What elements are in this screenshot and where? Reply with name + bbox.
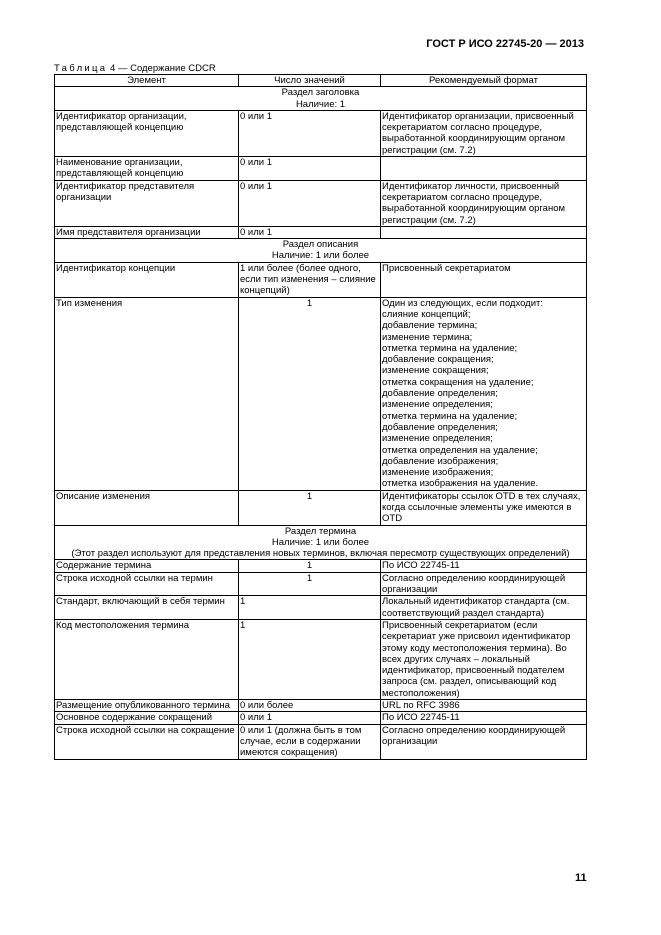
section-title: Раздел термина: [284, 525, 357, 537]
cell-format: [381, 157, 587, 181]
section-note: (Этот раздел используют для представления новых терминов, включая пересмотр существующих определений): [71, 548, 570, 560]
table-row: [55, 596, 587, 620]
section-title-cell: [55, 525, 587, 560]
cell-format: Идентификатор организации, присвоенный секретариатом согласно процедуре, выработанной координирующим органом регистрации (см. 7.2): [381, 110, 587, 156]
cell-element: Описание изменения: [55, 490, 239, 525]
cell-count: 0 или 1: [239, 226, 381, 238]
cell-format: Идентификатор личности, присвоенный секретариатом согласно процедуре, выработанной координирующим органом регистрации (см. 7.2): [381, 180, 587, 226]
column-header-format: Рекомендуемый формат: [381, 75, 587, 87]
cell-format: Идентификаторы ссылок OTD в тех случаях, когда ссылочные элементы уже имеются в OTD: [381, 490, 587, 525]
cell-format: Присвоенный секретариатом (если секретариат уже присвоил идентификатор этому коду местоположения термина). Во всех других случаях – локальный идентификатор, присвоенный подателем запроса (см. раздел, описывающий код местоположения): [381, 619, 587, 699]
cell-count: 0 или 1: [239, 157, 381, 181]
section-presence: Наличие: 1 или более: [271, 536, 370, 548]
section-title: Раздел заголовка: [281, 87, 360, 99]
table-row: [55, 226, 587, 238]
cell-count: 0 или 1: [239, 712, 381, 724]
cell-count: 0 или более: [239, 700, 381, 712]
table-row: [55, 619, 587, 699]
table-row: [55, 110, 587, 156]
column-header-element: Элемент: [55, 75, 239, 87]
cell-element: Содержание термина: [55, 560, 239, 572]
caption-label: Таблица: [54, 63, 108, 74]
table-row: [55, 262, 587, 297]
document-standard-header: ГОСТ Р ИСО 22745-20 — 2013: [426, 38, 584, 50]
column-header-count: Число значений: [239, 75, 381, 87]
table-row: [55, 724, 587, 759]
cell-count: 1: [239, 560, 381, 572]
table-row: [55, 490, 587, 525]
section-title-cell: [55, 239, 587, 263]
table-caption: [54, 63, 216, 74]
table-row: [55, 180, 587, 226]
caption-title: — Содержание CDCR: [117, 63, 216, 74]
cell-element: Код местоположения термина: [55, 619, 239, 699]
cell-element: Тип изменения: [55, 297, 239, 490]
cell-count: 1: [239, 297, 381, 490]
cell-format: Локальный идентификатор стандарта (см. соответствующий раздел стандарта): [381, 596, 587, 620]
section-presence: Наличие: 1: [295, 98, 346, 110]
cell-format: [381, 226, 587, 238]
cell-format: По ИСО 22745-11: [381, 560, 587, 572]
cell-count: 0 или 1: [239, 180, 381, 226]
cell-element: Строка исходной ссылки на термин: [55, 572, 239, 596]
section-title-row: [55, 525, 587, 560]
caption-number: 4: [110, 63, 116, 74]
cell-count: 1: [239, 596, 381, 620]
cell-format: Присвоенный секретариатом: [381, 262, 587, 297]
section-presence: Наличие: 1 или более: [271, 250, 370, 262]
section-title-row: [55, 239, 587, 263]
section-term-part: [55, 525, 587, 759]
section-title-cell: [55, 87, 587, 111]
page-number: 11: [575, 872, 587, 884]
cell-element: Строка исходной ссылки на сокращение: [55, 724, 239, 759]
table-row: [55, 297, 587, 490]
cell-element: Основное содержание сокращений: [55, 712, 239, 724]
cell-element: Наименование организации, представляющей концепцию: [55, 157, 239, 181]
section-title-row: [55, 87, 587, 111]
section-description-part: [55, 239, 587, 525]
section-title: Раздел описания: [282, 239, 359, 251]
cdcr-content-table: [54, 74, 587, 760]
cell-element: Имя представителя организации: [55, 226, 239, 238]
table-row: [55, 560, 587, 572]
table-row: [55, 157, 587, 181]
cell-element: Идентификатор представителя организации: [55, 180, 239, 226]
cell-format: Согласно определению координирующей организации: [381, 724, 587, 759]
cell-count: 0 или 1: [239, 110, 381, 156]
table-row: [55, 700, 587, 712]
cell-format: URL по RFC 3986: [381, 700, 587, 712]
section-header-part: [55, 87, 587, 239]
cell-element: Стандарт, включающий в себя термин: [55, 596, 239, 620]
cell-count: 1: [239, 572, 381, 596]
table-header-row: [55, 75, 587, 87]
cell-format: По ИСО 22745-11: [381, 712, 587, 724]
cell-element: Идентификатор концепции: [55, 262, 239, 297]
table-row: [55, 572, 587, 596]
cell-format: Один из следующих, если подходит: слияние концепций; добавление термина; изменение термина; отметка термина на удаление; добавление сокращения; изменение сокращения; отметка сокращения на удаление; добавление определения; изменение определения; отметка термина на удаление; добавление определения; изменение определения; отметка определения на удаление; добавление изображения; изменение изображения; отметка изображения на удаление.: [381, 297, 587, 490]
cell-element: Размещение опубликованного термина: [55, 700, 239, 712]
table-row: [55, 712, 587, 724]
cell-count: 0 или 1 (должна быть в том случае, если в содержании имеются сокращения): [239, 724, 381, 759]
cell-count: 1: [239, 490, 381, 525]
cell-count: 1 или более (более одного, если тип изменения – слияние концепций): [239, 262, 381, 297]
cell-count: 1: [239, 619, 381, 699]
cell-format: Согласно определению координирующей организации: [381, 572, 587, 596]
cell-element: Идентификатор организации, представляющей концепцию: [55, 110, 239, 156]
